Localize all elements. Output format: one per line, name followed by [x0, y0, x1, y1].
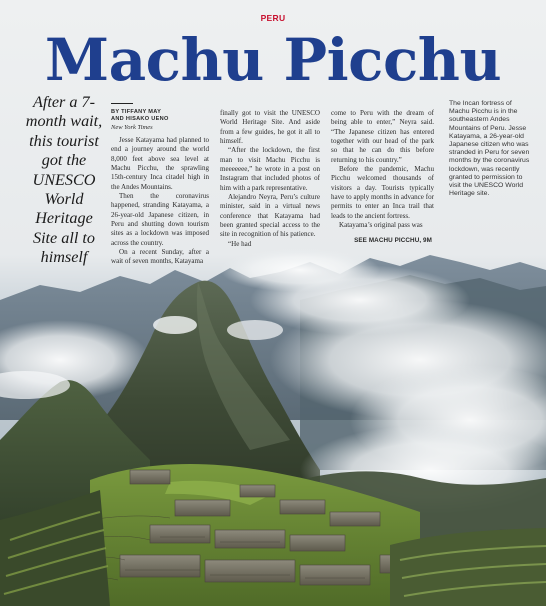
- pull-quote: After a 7-month wait, this tourist got the UNESCO World Heritage Site all to himself: [25, 93, 103, 267]
- jump-line: SEE MACHU PICCHU, 9M: [354, 237, 432, 245]
- article-paragraph: On a recent Sunday, after a wait of seven months, Katayama: [111, 248, 209, 266]
- photo-caption: The Incan fortress of Machu Picchu is in the southeastern Andes Mountains of Peru. Jesse Katayama, a 26-year-old Japanese citizen who was stranded in Peru for seven months by the coronavirus lockdown, was recently granted to permission to visit the UNESCO World Heritage site.: [449, 100, 530, 198]
- article-paragraph: Jesse Katayama had planned to end a journey around the world 8,000 feet above sea level at Machu Picchu, the sprawling 15th-century Inca citadel high in the Andes Mountains.: [111, 136, 209, 191]
- byline-organization: New York Times: [111, 124, 153, 131]
- section-label: PERU: [260, 13, 286, 23]
- article-paragraph: Katayama’s original pass was: [339, 221, 423, 230]
- byline-rule: [111, 103, 133, 104]
- byline-authors-2: AND HISAKO UENO: [111, 116, 169, 122]
- article-column-1: [111, 109, 209, 267]
- article-paragraph: Alejandro Neyra, Peru’s culture minister, said in a virtual news conference that Katayama had been granted special access to the site in recognition of his patience.: [220, 193, 320, 239]
- headline: Machu Picchu: [44, 26, 502, 94]
- article-paragraph: “He had: [228, 239, 252, 248]
- article-paragraph: finally got to visit the UNESCO World Heritage Site. And aside from a few guides, he got it all to himself.: [220, 109, 320, 146]
- article-paragraph: come to Peru with the dream of being able to enter,” Neyra said. “The Japanese citizen has entered together with our head of the park so that he can do this before returning to his country.”: [331, 109, 434, 164]
- article-paragraph: Before the pandemic, Machu Picchu welcomed thousands of visitors a day. Tourists typically have to apply months in advance for permits to enter an Inca trail that leads to the ancient fortress.: [331, 165, 434, 220]
- article-column-2: [220, 109, 320, 249]
- article-column-3: [331, 109, 434, 246]
- article-paragraph: “After the lockdown, the first man to visit Machu Picchu is meeeeeee,” he wrote in a post on Instagram that included photos of him with a park representative.: [220, 146, 320, 192]
- byline-authors-1: BY TIFFANY MAY: [111, 109, 162, 115]
- article-paragraph: Then the coronavirus happened, stranding Katayama, a 26-year-old Japanese citizen, in Peru and shutting down tourism sites as a lockdown was imposed across the country.: [111, 192, 209, 247]
